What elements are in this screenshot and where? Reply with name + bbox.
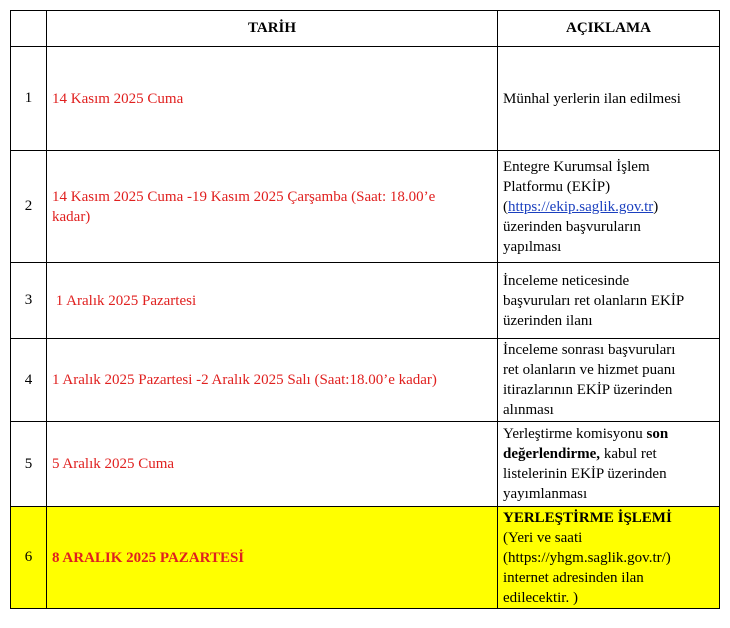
desc-line: Platformu (EKİP)	[503, 178, 611, 195]
desc-line: edilecektir. )	[503, 589, 578, 606]
paren-open: (	[503, 198, 508, 215]
row-number: 5	[11, 422, 47, 507]
desc-line: itirazlarının EKİP üzerinden	[503, 382, 673, 398]
desc-line: üzerinden ilanı	[503, 312, 593, 329]
desc-line: yapılması	[503, 238, 562, 255]
desc-line: Entegre Kurumsal İşlem	[503, 158, 650, 175]
header-description: AÇIKLAMA	[498, 11, 720, 47]
desc-line: İnceleme neticesinde	[503, 272, 630, 289]
desc-line: internet adresinden ilan	[503, 569, 644, 586]
desc-line	[503, 424, 717, 444]
ekip-link[interactable]: https://ekip.saglik.gov.tr	[508, 198, 654, 215]
desc-text: Yerleştirme komisyonu	[503, 426, 647, 442]
row-date: 14 Kasım 2025 Cuma	[47, 47, 498, 151]
table-row	[11, 263, 720, 339]
row-description	[498, 151, 720, 263]
desc-line: üzerinden başvuruların	[503, 218, 641, 235]
table-row-highlighted	[11, 507, 720, 609]
paren-close: )	[653, 198, 659, 215]
desc-line: (Yeri ve saati	[503, 529, 583, 546]
row-date	[47, 151, 498, 263]
desc-line: (https://yhgm.saglik.gov.tr/)	[503, 549, 671, 566]
row-number: 2	[11, 151, 47, 263]
row-description	[498, 47, 720, 151]
row-number: 1	[11, 47, 47, 151]
row-description	[498, 507, 720, 609]
table-row	[11, 422, 720, 507]
desc-line: ret olanların ve hizmet puanı	[503, 362, 676, 378]
table-row	[11, 151, 720, 263]
row-number: 6	[11, 507, 47, 609]
row-date: 1 Aralık 2025 Pazartesi	[47, 263, 498, 339]
row-description	[498, 339, 720, 422]
desc-text: kabul ret	[600, 446, 657, 462]
desc-line: listelerinin EKİP üzerinden	[503, 466, 667, 482]
date-line: 14 Kasım 2025 Cuma -19 Kasım 2025 Çarşamba (Saat: 18.00’e	[52, 188, 436, 205]
table-header-row	[11, 11, 720, 47]
desc-line: başvuruları ret olanların EKİP	[503, 292, 685, 309]
table-row	[11, 47, 720, 151]
desc-bold: değerlendirme,	[503, 446, 601, 462]
desc-line	[503, 444, 717, 464]
desc-bold: son	[646, 426, 669, 442]
header-no	[11, 11, 47, 47]
row-date: 1 Aralık 2025 Pazartesi -2 Aralık 2025 Salı (Saat:18.00’e kadar)	[47, 339, 498, 422]
row-number: 3	[11, 263, 47, 339]
desc-line: yayımlanması	[503, 486, 588, 502]
row-description	[498, 263, 720, 339]
desc-line: Münhal yerlerin ilan edilmesi	[503, 90, 681, 107]
row-description	[498, 422, 720, 507]
desc-line	[503, 197, 717, 217]
date-line: kadar)	[52, 208, 91, 225]
row-date: 8 ARALIK 2025 PAZARTESİ	[47, 507, 498, 609]
table-row	[11, 339, 720, 422]
schedule-table	[10, 10, 720, 609]
desc-line: YERLEŞTİRME İŞLEMİ	[503, 509, 672, 526]
desc-line: İnceleme sonrası başvuruları	[503, 342, 676, 358]
row-number: 4	[11, 339, 47, 422]
row-date: 5 Aralık 2025 Cuma	[47, 422, 498, 507]
header-date: TARİH	[47, 11, 498, 47]
desc-line: alınması	[503, 402, 554, 418]
